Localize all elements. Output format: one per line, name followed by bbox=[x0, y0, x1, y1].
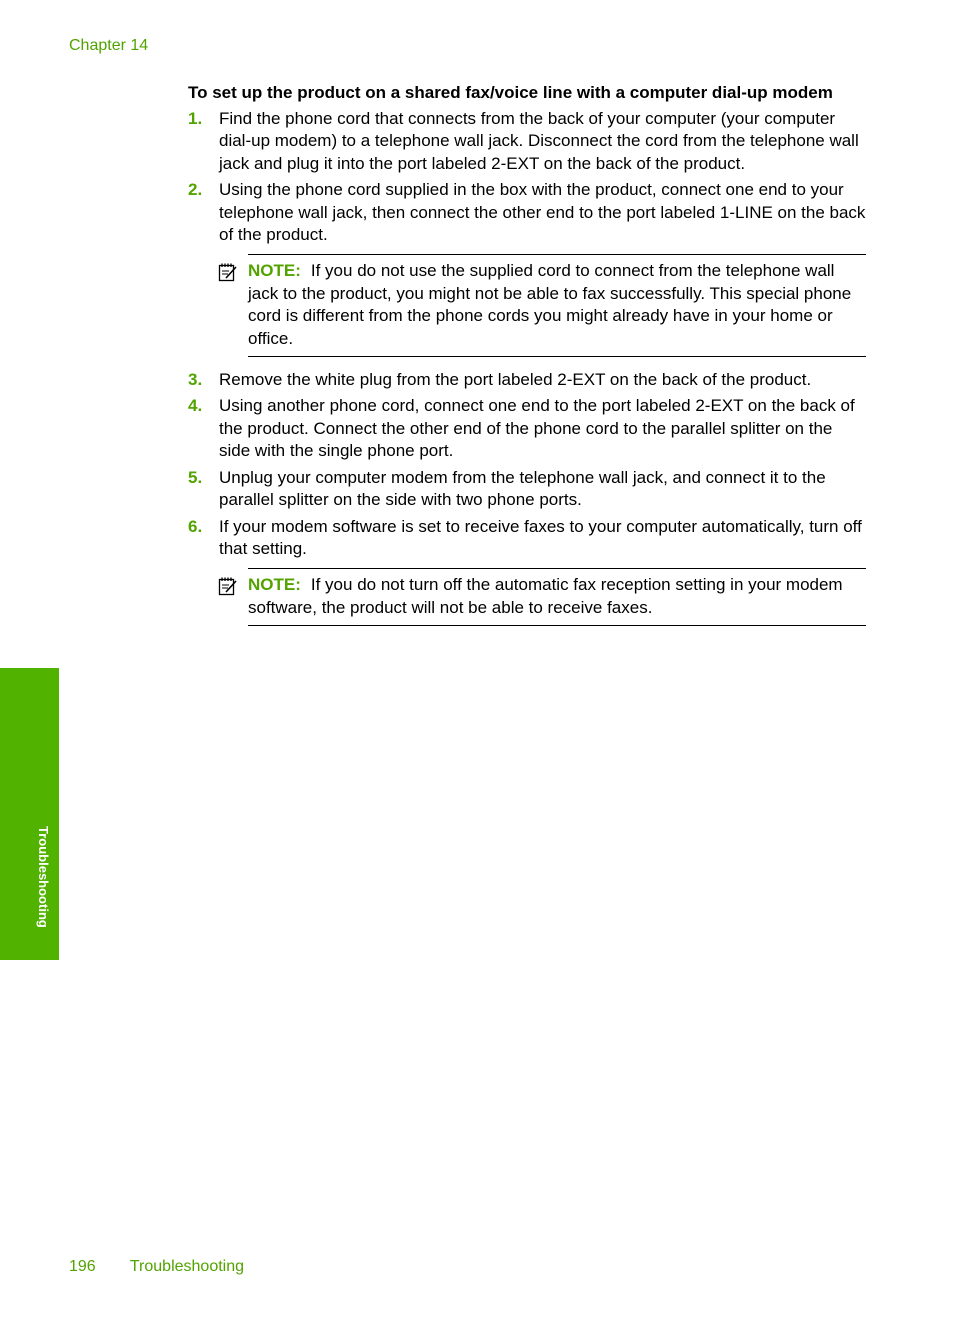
step-text: Find the phone cord that connects from the back of your computer (your computer dial-up modem) to a telephone wall jack. Disconnect the cord from the telephone wall jack and plug it into the port labeled 2-EXT on the back of the product. bbox=[219, 109, 859, 173]
note-pad-icon bbox=[218, 262, 238, 282]
step-number: 2. bbox=[188, 180, 203, 200]
note-pad-icon bbox=[218, 576, 238, 596]
note-container bbox=[188, 568, 866, 626]
steps-list bbox=[188, 108, 866, 626]
step-text: Remove the white plug from the port labeled 2-EXT on the back of the product. bbox=[219, 370, 812, 390]
step-number: 6. bbox=[188, 516, 203, 536]
footer-section: Troubleshooting bbox=[129, 1258, 245, 1275]
chapter-header: Chapter 14 bbox=[69, 37, 149, 54]
note-text: If you do not use the supplied cord to connect from the telephone wall jack to the product, you might not be able to fax successfully. This special phone cord is different from the phone cords you might already have in your home or office. bbox=[248, 261, 852, 348]
step-number: 5. bbox=[188, 467, 203, 487]
side-tab-label: Troubleshooting bbox=[36, 826, 51, 928]
step-item bbox=[188, 369, 866, 391]
step-item bbox=[188, 467, 866, 512]
page-footer bbox=[69, 1258, 244, 1276]
note-text: If you do not turn off the automatic fax reception setting in your modem software, the product will not be able to receive faxes. bbox=[248, 575, 843, 617]
step-number: 3. bbox=[188, 370, 203, 390]
note-label: NOTE: bbox=[248, 261, 301, 281]
step-text: Using the phone cord supplied in the box with the product, connect one end to your telephone wall jack, then connect the other end to the port labeled 1-LINE on the back of the product. bbox=[219, 180, 866, 245]
main-content bbox=[188, 82, 866, 638]
note-box bbox=[248, 568, 866, 626]
page-number: 196 bbox=[69, 1258, 96, 1275]
step-text: If your modem software is set to receive faxes to your computer automatically, turn off that setting. bbox=[219, 516, 862, 558]
section-heading: To set up the product on a shared fax/voice line with a computer dial-up modem bbox=[188, 83, 833, 102]
step-item bbox=[188, 395, 866, 462]
step-text: Unplug your computer modem from the telephone wall jack, and connect it to the parallel splitter on the side with two phone ports. bbox=[219, 467, 826, 510]
step-item bbox=[188, 179, 866, 246]
note-label: NOTE: bbox=[248, 575, 301, 595]
note-container bbox=[188, 254, 866, 357]
step-text: Using another phone cord, connect one end to the port labeled 2-EXT on the back of the product. Connect the other end of the phone cord to the parallel splitter on the side with the single phone port. bbox=[219, 396, 855, 461]
step-number: 1. bbox=[188, 109, 203, 128]
note-box bbox=[248, 254, 866, 357]
step-item bbox=[188, 108, 866, 175]
step-number: 4. bbox=[188, 396, 203, 416]
step-item bbox=[188, 516, 866, 561]
